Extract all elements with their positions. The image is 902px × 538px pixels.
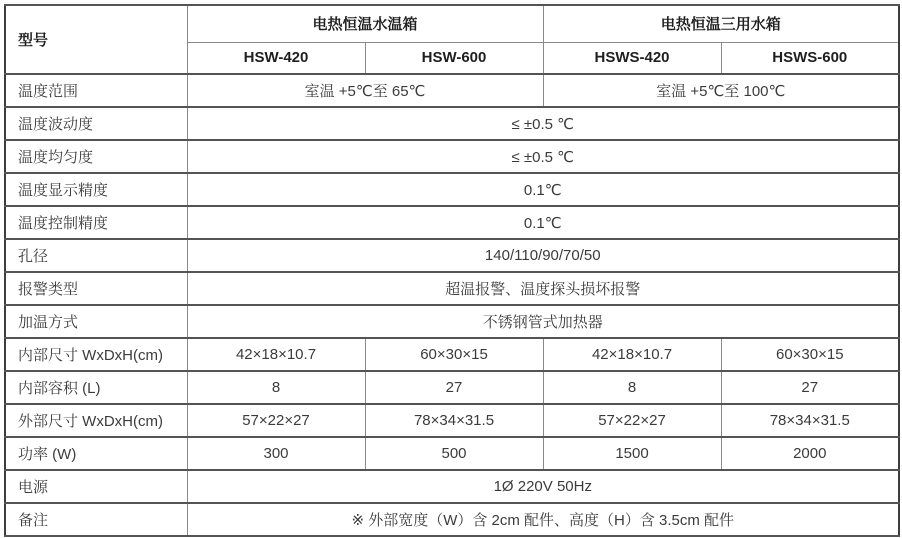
value-cell: 0.1℃: [187, 206, 899, 239]
value-cell: ≤ ±0.5 ℃: [187, 140, 899, 173]
value-cell: 140/110/90/70/50: [187, 239, 899, 272]
row-label-cell: 温度均匀度: [5, 140, 187, 173]
spec-row-temp-range: [5, 74, 899, 107]
value-cell: 室温 +5℃至 65℃: [187, 74, 543, 107]
model-header-cell: HSWS-600: [721, 42, 899, 74]
spec-row-external-dimensions: [5, 404, 899, 437]
value-cell: 2000: [721, 437, 899, 470]
value-cell: 60×30×15: [721, 338, 899, 371]
value-cell: 42×18×10.7: [543, 338, 721, 371]
value-cell: 1Ø 220V 50Hz: [187, 470, 899, 503]
value-cell: 不锈钢管式加热器: [187, 305, 899, 338]
value-cell: ≤ ±0.5 ℃: [187, 107, 899, 140]
row-label-cell: 温度控制精度: [5, 206, 187, 239]
spec-row-remarks: [5, 503, 899, 536]
corner-cell-model: 型号: [5, 5, 187, 74]
value-cell: 27: [721, 371, 899, 404]
spec-row-temp-fluctuation: [5, 107, 899, 140]
value-cell: 8: [543, 371, 721, 404]
row-label-cell: 外部尺寸 WxDxH(cm): [5, 404, 187, 437]
spec-row-alarm-type: [5, 272, 899, 305]
value-cell: ※ 外部宽度（W）含 2cm 配件、高度（H）含 3.5cm 配件: [187, 503, 899, 536]
row-label-cell: 温度范围: [5, 74, 187, 107]
spec-sheet: [4, 4, 898, 534]
row-label-cell: 报警类型: [5, 272, 187, 305]
row-label-cell: 孔径: [5, 239, 187, 272]
row-label-cell: 温度波动度: [5, 107, 187, 140]
spec-row-heating-method: [5, 305, 899, 338]
value-cell: 1500: [543, 437, 721, 470]
spec-row-power: [5, 437, 899, 470]
group-header-triple-use-tank: 电热恒温三用水箱: [543, 5, 899, 42]
value-cell: 78×34×31.5: [721, 404, 899, 437]
row-label-cell: 备注: [5, 503, 187, 536]
spec-row-hole-diameter: [5, 239, 899, 272]
model-header-cell: HSW-600: [365, 42, 543, 74]
value-cell: 78×34×31.5: [365, 404, 543, 437]
value-cell: 42×18×10.7: [187, 338, 365, 371]
spec-row-power-supply: [5, 470, 899, 503]
row-label-cell: 温度显示精度: [5, 173, 187, 206]
row-label-cell: 电源: [5, 470, 187, 503]
value-cell: 0.1℃: [187, 173, 899, 206]
value-cell: 27: [365, 371, 543, 404]
model-header-cell: HSW-420: [187, 42, 365, 74]
spec-row-control-accuracy: [5, 206, 899, 239]
value-cell: 超温报警、温度探头损坏报警: [187, 272, 899, 305]
model-header-cell: HSWS-420: [543, 42, 721, 74]
row-label-cell: 功率 (W): [5, 437, 187, 470]
value-cell: 300: [187, 437, 365, 470]
row-label-cell: 加温方式: [5, 305, 187, 338]
spec-row-internal-volume: [5, 371, 899, 404]
spec-row-display-resolution: [5, 173, 899, 206]
spec-row-temp-uniformity: [5, 140, 899, 173]
value-cell: 60×30×15: [365, 338, 543, 371]
spec-table: [4, 4, 900, 537]
row-label-cell: 内部容积 (L): [5, 371, 187, 404]
header-group-row: [5, 5, 899, 42]
value-cell: 8: [187, 371, 365, 404]
value-cell: 500: [365, 437, 543, 470]
row-label-cell: 内部尺寸 WxDxH(cm): [5, 338, 187, 371]
value-cell: 57×22×27: [543, 404, 721, 437]
value-cell: 57×22×27: [187, 404, 365, 437]
value-cell: 室温 +5℃至 100℃: [543, 74, 899, 107]
spec-row-internal-dimensions: [5, 338, 899, 371]
group-header-water-bath: 电热恒温水温箱: [187, 5, 543, 42]
